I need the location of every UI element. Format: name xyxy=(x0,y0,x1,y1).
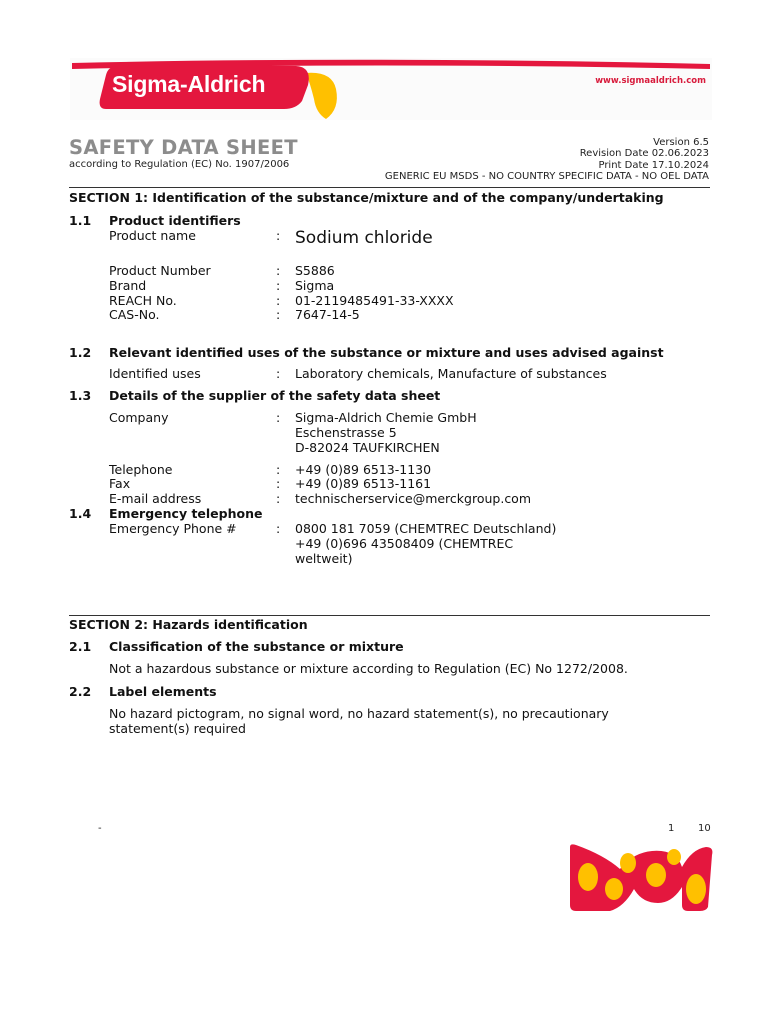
brand-logo-text: Sigma-Aldrich xyxy=(112,71,266,97)
website-url[interactable]: www.sigmaaldrich.com xyxy=(595,76,706,86)
emergency-phone: weltweit) xyxy=(295,551,353,566)
print-date: Print Date 17.10.2024 xyxy=(598,159,709,171)
subsection-title: Label elements xyxy=(109,684,217,699)
subsection-number: 2.2 xyxy=(69,684,92,699)
field-value: 01-2119485491-33-XXXX xyxy=(295,293,454,308)
company-label: Company xyxy=(109,410,169,425)
subsection-title: Details of the supplier of the safety data sheet xyxy=(109,388,441,403)
subsection-title: Classification of the substance or mixture xyxy=(109,639,404,654)
colon: : xyxy=(276,293,281,308)
total-pages: 10 xyxy=(698,823,711,834)
field-value: S5886 xyxy=(295,263,335,278)
subsection-title: Product identifiers xyxy=(109,213,241,228)
colon: : xyxy=(276,263,281,278)
section-2-title: SECTION 2: Hazards identification xyxy=(69,617,308,632)
label-elements-text: statement(s) required xyxy=(109,721,246,736)
label-elements-text: No hazard pictogram, no signal word, no hazard statement(s), no precautionary xyxy=(109,706,609,721)
field-label: Identified uses xyxy=(109,366,201,381)
colon: : xyxy=(276,278,281,293)
section-divider xyxy=(69,187,710,188)
email-link[interactable]: technischerservice@merckgroup.com xyxy=(295,491,532,506)
classification-text: Not a hazardous substance or mixture according to Regulation (EC) No 1272/2008. xyxy=(109,661,628,676)
field-label: Fax xyxy=(109,476,131,491)
colon: : xyxy=(276,307,281,322)
telephone-value: +49 (0)89 6513-1130 xyxy=(295,462,432,477)
subsection-number: 1.4 xyxy=(69,506,92,521)
document-meta xyxy=(385,137,709,182)
colon: : xyxy=(276,228,281,243)
field-label: Product Number xyxy=(109,263,211,278)
field-label: Brand xyxy=(109,278,147,293)
field-label: E-mail address xyxy=(109,491,202,506)
product-name: Sodium chloride xyxy=(295,228,433,248)
field-label: CAS-No. xyxy=(109,307,160,322)
company-name: Sigma-Aldrich Chemie GmbH xyxy=(295,410,477,425)
revision-date: Revision Date 02.06.2023 xyxy=(579,148,709,160)
field-label: Emergency Phone # xyxy=(109,521,237,536)
subsection-number: 2.1 xyxy=(69,639,92,654)
field-value: 7647-14-5 xyxy=(295,307,360,322)
emergency-phone: +49 (0)696 43508409 (CHEMTREC xyxy=(295,536,514,551)
document-note: GENERIC EU MSDS - NO COUNTRY SPECIFIC DATA - NO OEL DATA xyxy=(384,170,709,182)
product-name-label: Product name xyxy=(109,228,196,243)
subsection-title: Relevant identified uses of the substance or mixture and uses advised against xyxy=(109,345,664,360)
field-value: Sigma xyxy=(295,278,335,293)
footer-mark: - xyxy=(98,823,102,834)
subsection-number: 1.2 xyxy=(69,345,92,360)
field-value: Laboratory chemicals, Manufacture of substances xyxy=(295,366,607,381)
section-1-title: SECTION 1: Identification of the substance/mixture and of the company/undertaking xyxy=(69,190,664,205)
subsection-title: Emergency telephone xyxy=(109,506,263,521)
field-label: Telephone xyxy=(109,462,173,477)
fax-value: +49 (0)89 6513-1161 xyxy=(295,476,432,491)
document-title: SAFETY DATA SHEET xyxy=(69,136,298,159)
subsection-number: 1.3 xyxy=(69,388,92,403)
version: Version 6.5 xyxy=(653,137,709,148)
colon: : xyxy=(276,521,281,536)
document-subtitle: according to Regulation (EC) No. 1907/2006 xyxy=(69,159,290,170)
field-label: REACH No. xyxy=(109,293,177,308)
emergency-phone: 0800 181 7059 (CHEMTREC Deutschland) xyxy=(295,521,557,536)
colon: : xyxy=(276,476,281,491)
section-divider xyxy=(69,615,710,616)
colon: : xyxy=(276,366,281,381)
company-city: D-82024 TAUFKIRCHEN xyxy=(295,440,440,455)
subsection-number: 1.1 xyxy=(69,213,92,228)
colon: : xyxy=(276,410,281,425)
colon: : xyxy=(276,491,281,506)
company-street: Eschenstrasse 5 xyxy=(295,425,397,440)
merck-logo-icon xyxy=(568,843,714,913)
colon: : xyxy=(276,462,281,477)
page-number: 1 xyxy=(668,823,675,834)
